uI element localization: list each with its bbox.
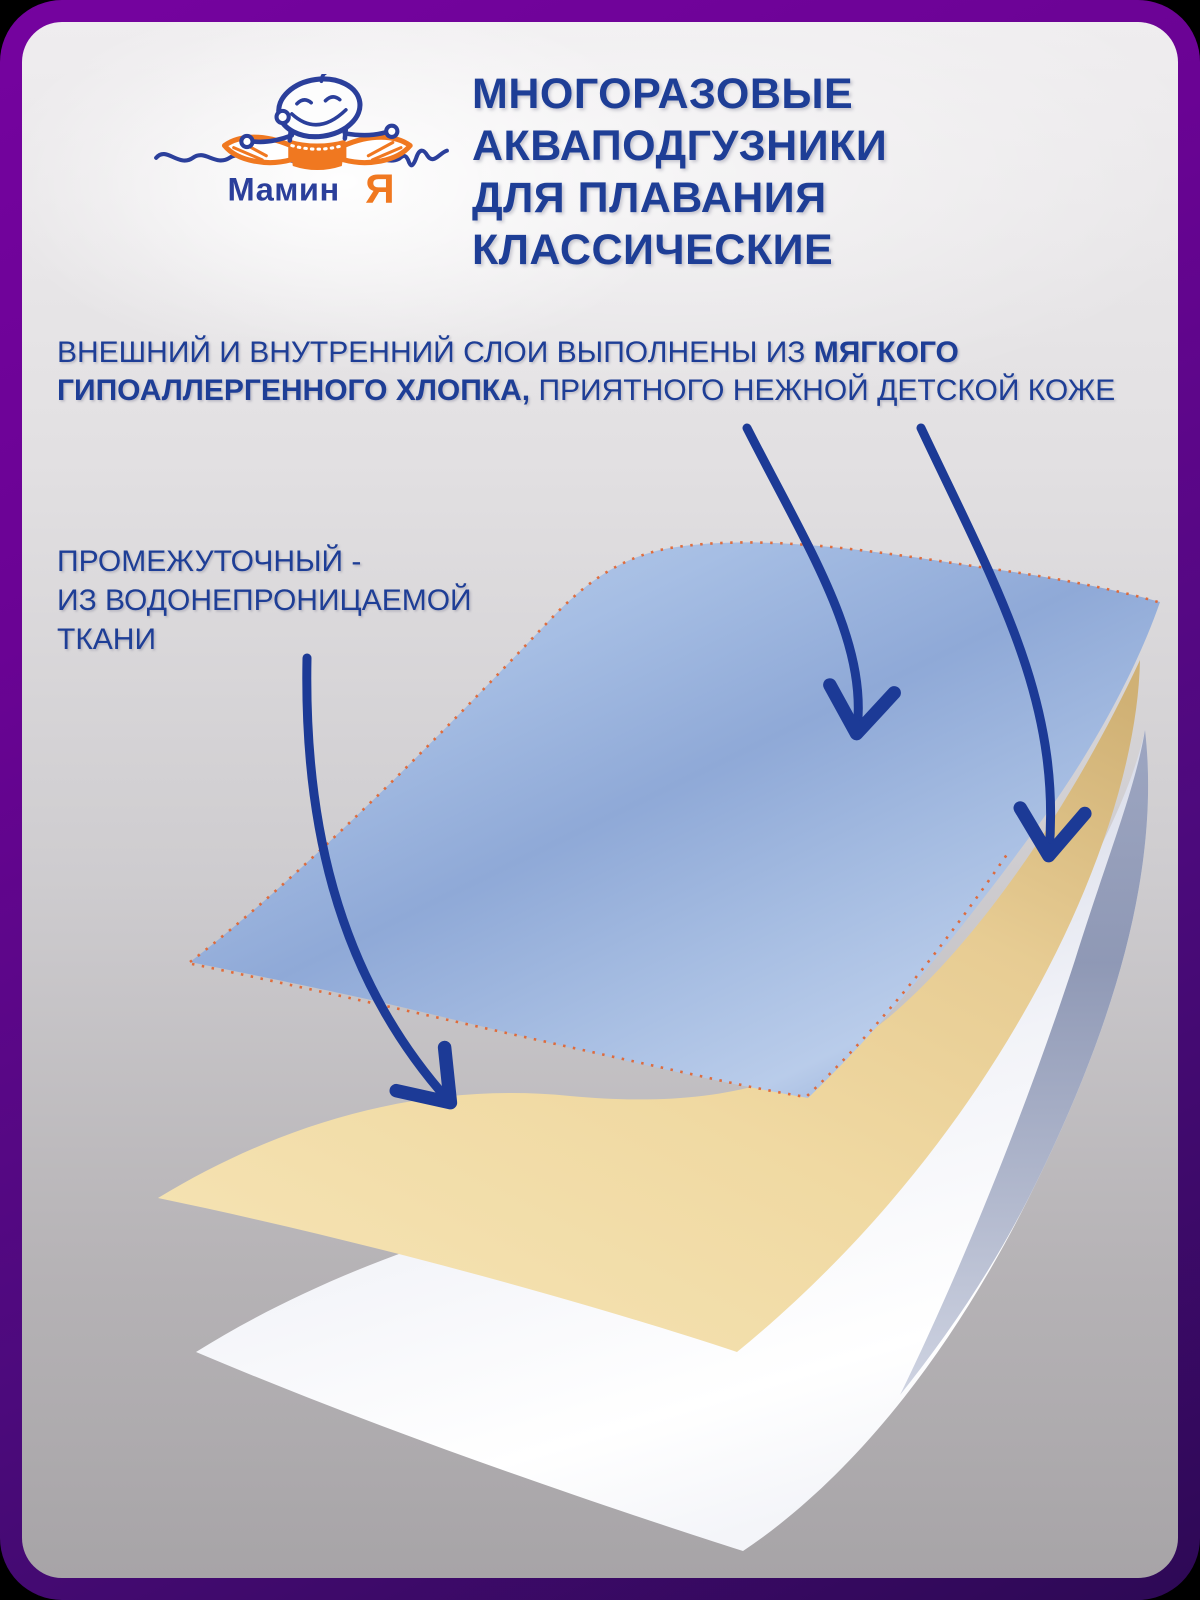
annotation-text-normal: ВНЕШНИЙ И ВНУТРЕННИЙ СЛОИ ВЫПОЛНЕНЫ ИЗ	[57, 336, 814, 369]
product-title-line: КЛАССИЧЕСКИЕ	[472, 226, 834, 274]
annotation-line: ИЗ ВОДОНЕПРОНИЦАЕМОЙ	[57, 584, 472, 617]
brand-name-blue: Мамин	[227, 170, 340, 208]
annotation-cotton-layers	[57, 334, 1178, 410]
annotation-text-normal: ПРИЯТНОГО НЕЖНОЙ ДЕТСКОЙ КОЖЕ	[530, 374, 1116, 407]
brand-name-orange: Я	[365, 165, 395, 210]
annotation-text-bold: ГИПОАЛЛЕРГЕННОГО ХЛОПКА,	[57, 374, 531, 407]
annotation-waterproof-layer	[57, 542, 537, 659]
product-title-line: АКВАПОДГУЗНИКИ	[472, 122, 888, 170]
product-title-line: МНОГОРАЗОВЫЕ	[472, 70, 854, 118]
product-title-line: ДЛЯ ПЛАВАНИЯ	[472, 174, 827, 222]
swimming-baby-icon	[225, 74, 411, 170]
annotation-line	[57, 334, 1178, 372]
annotation-line: ПРОМЕЖУТОЧНЫЙ -	[57, 545, 362, 578]
annotation-line	[57, 372, 1178, 410]
product-title	[472, 68, 1012, 276]
brand-logo	[148, 74, 454, 210]
annotation-text-bold: МЯГКОГО	[813, 336, 959, 369]
annotation-line: ТКАНИ	[57, 623, 157, 656]
card-background	[22, 22, 1178, 1578]
